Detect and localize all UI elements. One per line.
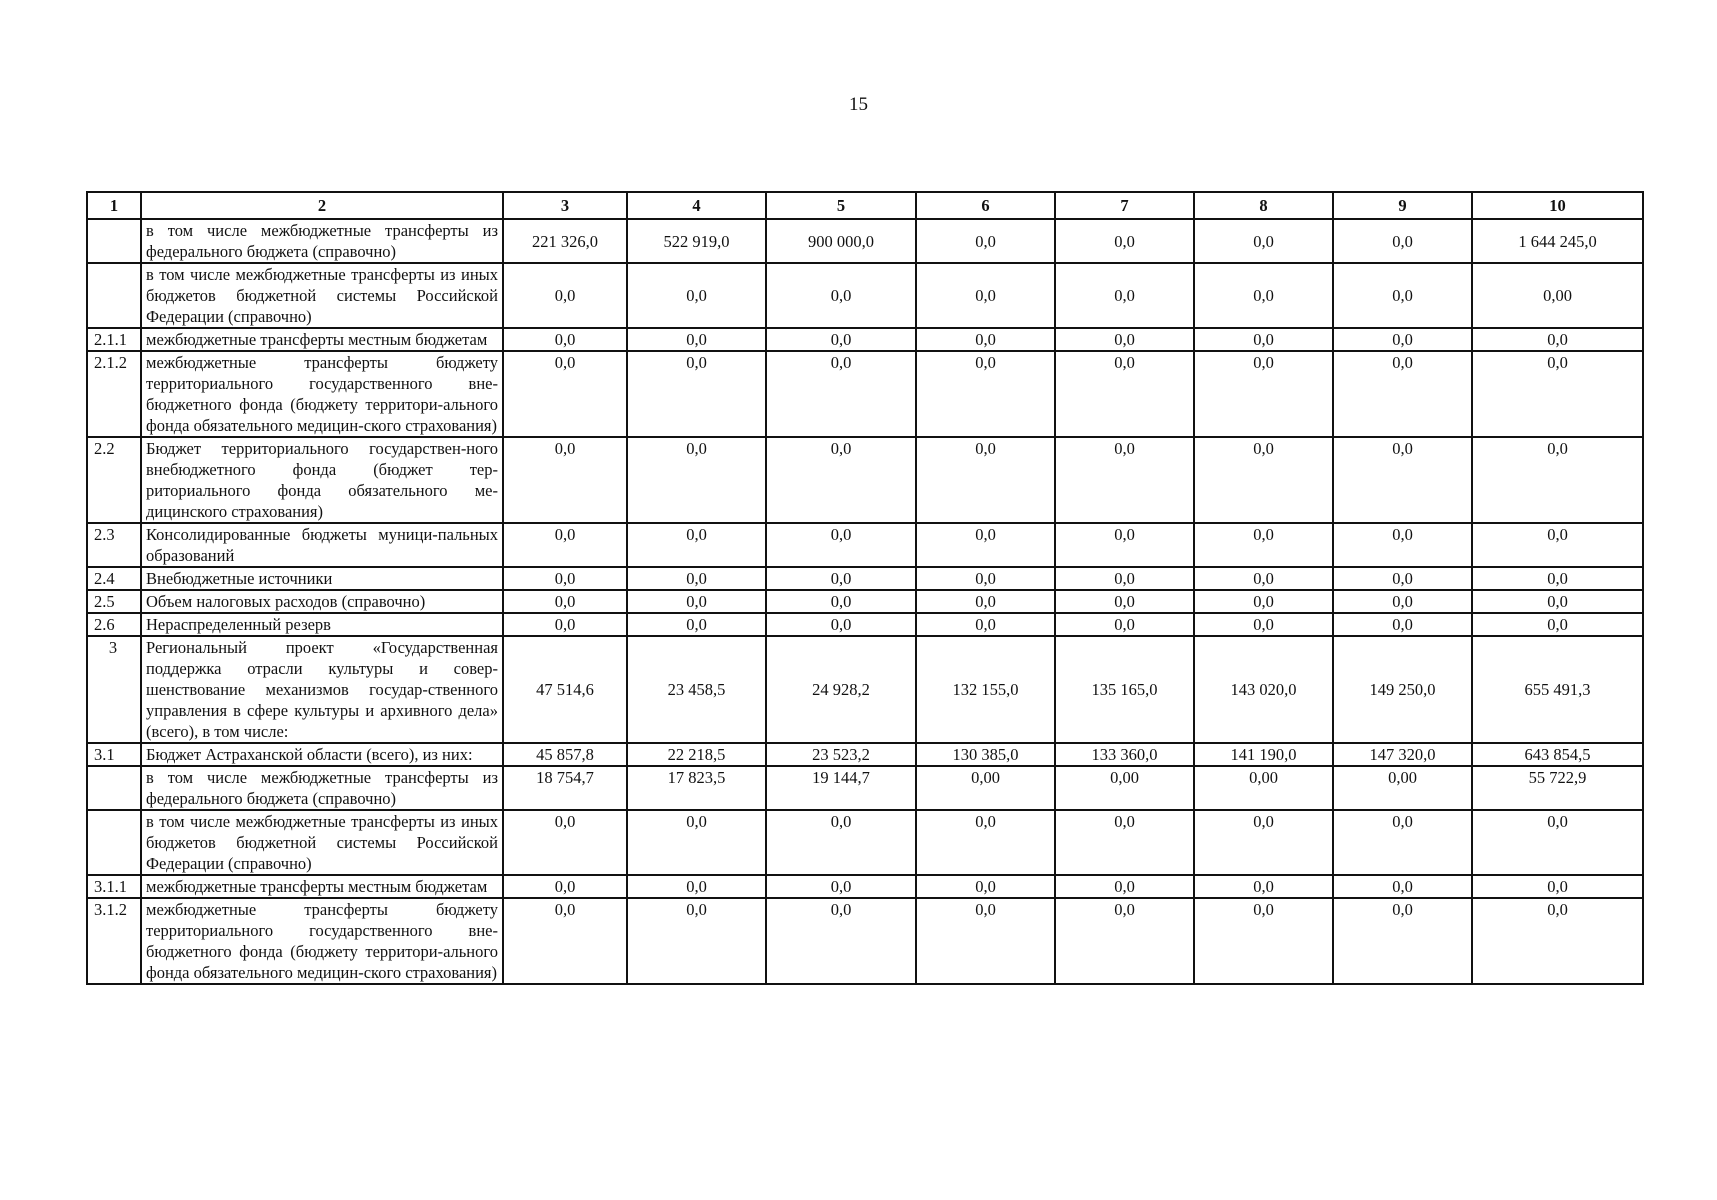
row-value: 0,0 [1055, 523, 1194, 567]
column-header: 5 [766, 192, 916, 219]
row-value: 0,0 [766, 328, 916, 351]
table-row [87, 219, 1643, 263]
table-row [87, 875, 1643, 898]
row-number: 2.1.1 [87, 328, 141, 351]
row-name: в том числе межбюджетные трансферты из федерального бюджета (справочно) [141, 766, 503, 810]
row-value: 0,0 [627, 263, 766, 328]
row-number: 2.6 [87, 613, 141, 636]
row-number: 3.1.2 [87, 898, 141, 984]
row-value: 0,0 [1333, 351, 1472, 437]
column-header: 10 [1472, 192, 1643, 219]
row-value: 0,0 [766, 523, 916, 567]
row-name: Внебюджетные источники [141, 567, 503, 590]
row-value: 0,0 [1333, 523, 1472, 567]
row-value: 0,0 [1333, 263, 1472, 328]
row-value: 0,0 [1194, 875, 1333, 898]
row-value: 0,0 [503, 351, 627, 437]
row-value: 0,0 [1194, 898, 1333, 984]
row-name: Нераспределенный резерв [141, 613, 503, 636]
row-value: 0,0 [1472, 328, 1643, 351]
row-value: 0,0 [1333, 437, 1472, 523]
row-value: 0,0 [1194, 590, 1333, 613]
row-value: 0,0 [1055, 351, 1194, 437]
row-value: 130 385,0 [916, 743, 1055, 766]
row-value: 0,0 [1194, 437, 1333, 523]
row-value: 0,0 [1194, 328, 1333, 351]
row-name: Консолидированные бюджеты муници-пальных образований [141, 523, 503, 567]
row-number: 3.1.1 [87, 875, 141, 898]
row-value: 55 722,9 [1472, 766, 1643, 810]
column-header: 4 [627, 192, 766, 219]
table-row [87, 590, 1643, 613]
row-value: 0,0 [1472, 613, 1643, 636]
column-header: 6 [916, 192, 1055, 219]
row-value: 0,0 [1333, 219, 1472, 263]
row-value: 0,0 [1333, 613, 1472, 636]
row-value: 0,0 [627, 437, 766, 523]
table-row [87, 263, 1643, 328]
row-value: 0,0 [766, 567, 916, 590]
row-name: в том числе межбюджетные трансферты из иных бюджетов бюджетной системы Российской Федерации (справочно) [141, 263, 503, 328]
row-number [87, 766, 141, 810]
row-value: 0,0 [766, 263, 916, 328]
row-value: 0,0 [1194, 523, 1333, 567]
row-value: 22 218,5 [627, 743, 766, 766]
row-value: 0,0 [766, 898, 916, 984]
page-number: 15 [849, 94, 868, 115]
table-row [87, 766, 1643, 810]
row-value: 0,0 [916, 875, 1055, 898]
row-value: 0,0 [627, 810, 766, 875]
row-name: Бюджет территориального государствен-ного внебюджетного фонда (бюджет тер-риториального фонда обязательного ме-дицинского страхования) [141, 437, 503, 523]
row-value: 0,0 [1333, 328, 1472, 351]
row-value: 17 823,5 [627, 766, 766, 810]
row-value: 0,0 [627, 898, 766, 984]
row-value: 0,0 [1333, 898, 1472, 984]
row-value: 0,0 [766, 613, 916, 636]
row-value: 141 190,0 [1194, 743, 1333, 766]
row-name: межбюджетные трансферты бюджету территориального государственного вне-бюджетного фонда (бюджету территори-ального фонда обязательного медицин-ского страхования) [141, 898, 503, 984]
row-value: 0,0 [1055, 437, 1194, 523]
row-value: 0,0 [1472, 875, 1643, 898]
row-value: 0,0 [1472, 898, 1643, 984]
row-value: 0,0 [503, 328, 627, 351]
row-value: 0,0 [916, 590, 1055, 613]
table-row [87, 898, 1643, 984]
row-number: 2.5 [87, 590, 141, 613]
row-value: 0,0 [766, 590, 916, 613]
row-value: 0,0 [1055, 810, 1194, 875]
row-value: 149 250,0 [1333, 636, 1472, 743]
row-value: 0,0 [627, 351, 766, 437]
row-value: 0,0 [916, 810, 1055, 875]
table-row [87, 437, 1643, 523]
table-header-row [87, 192, 1643, 219]
row-value: 0,0 [916, 898, 1055, 984]
row-value: 0,0 [1055, 613, 1194, 636]
row-value: 147 320,0 [1333, 743, 1472, 766]
row-value: 900 000,0 [766, 219, 916, 263]
row-value: 0,0 [1194, 810, 1333, 875]
row-value: 0,00 [1472, 263, 1643, 328]
row-value: 0,0 [916, 328, 1055, 351]
row-value: 0,0 [916, 613, 1055, 636]
budget-table [86, 191, 1644, 985]
row-value: 23 523,2 [766, 743, 916, 766]
row-value: 0,0 [627, 590, 766, 613]
row-value: 0,0 [503, 590, 627, 613]
row-name: межбюджетные трансферты местным бюджетам [141, 328, 503, 351]
table-row [87, 810, 1643, 875]
row-number [87, 810, 141, 875]
table-row [87, 743, 1643, 766]
table-row [87, 613, 1643, 636]
row-value: 0,0 [766, 875, 916, 898]
row-name: в том числе межбюджетные трансферты из иных бюджетов бюджетной системы Российской Федерации (справочно) [141, 810, 503, 875]
column-header: 8 [1194, 192, 1333, 219]
row-value: 0,0 [766, 437, 916, 523]
row-value: 0,0 [916, 567, 1055, 590]
row-number: 3.1 [87, 743, 141, 766]
row-value: 0,0 [1333, 810, 1472, 875]
row-value: 0,0 [503, 875, 627, 898]
row-value: 1 644 245,0 [1472, 219, 1643, 263]
row-value: 0,0 [503, 437, 627, 523]
row-number: 2.2 [87, 437, 141, 523]
row-value: 0,00 [1194, 766, 1333, 810]
row-value: 0,0 [1055, 898, 1194, 984]
row-value: 132 155,0 [916, 636, 1055, 743]
row-value: 24 928,2 [766, 636, 916, 743]
row-value: 0,0 [1472, 590, 1643, 613]
row-value: 0,0 [916, 219, 1055, 263]
table-row [87, 328, 1643, 351]
row-value: 0,0 [1472, 437, 1643, 523]
table-row [87, 636, 1643, 743]
column-header: 9 [1333, 192, 1472, 219]
row-value: 47 514,6 [503, 636, 627, 743]
row-value: 0,0 [766, 810, 916, 875]
row-value: 0,0 [1472, 351, 1643, 437]
row-value: 0,0 [1194, 219, 1333, 263]
column-header: 3 [503, 192, 627, 219]
row-value: 0,00 [1333, 766, 1472, 810]
row-name: Объем налоговых расходов (справочно) [141, 590, 503, 613]
row-value: 221 326,0 [503, 219, 627, 263]
row-name: в том числе межбюджетные трансферты из федерального бюджета (справочно) [141, 219, 503, 263]
row-value: 0,0 [1194, 567, 1333, 590]
row-value: 0,0 [916, 523, 1055, 567]
row-value: 19 144,7 [766, 766, 916, 810]
row-number [87, 219, 141, 263]
table-row [87, 351, 1643, 437]
row-value: 643 854,5 [1472, 743, 1643, 766]
row-name: межбюджетные трансферты местным бюджетам [141, 875, 503, 898]
row-value: 0,0 [627, 613, 766, 636]
column-header: 7 [1055, 192, 1194, 219]
row-value: 0,0 [1194, 263, 1333, 328]
column-header: 2 [141, 192, 503, 219]
row-number: 2.3 [87, 523, 141, 567]
row-value: 0,0 [627, 567, 766, 590]
row-value: 0,0 [1194, 351, 1333, 437]
table-row [87, 523, 1643, 567]
row-value: 0,0 [503, 810, 627, 875]
row-value: 0,0 [1333, 590, 1472, 613]
row-value: 0,0 [1472, 567, 1643, 590]
row-name: Региональный проект «Государственная поддержка отрасли культуры и совер-шенствование механизмов государ-ственного управления в сфере культуры и архивного дела» (всего), в том числе: [141, 636, 503, 743]
row-value: 133 360,0 [1055, 743, 1194, 766]
row-number: 2.4 [87, 567, 141, 590]
row-value: 143 020,0 [1194, 636, 1333, 743]
row-value: 0,0 [1055, 328, 1194, 351]
row-value: 0,0 [1194, 613, 1333, 636]
row-value: 0,00 [916, 766, 1055, 810]
row-value: 23 458,5 [627, 636, 766, 743]
row-number [87, 263, 141, 328]
row-value: 45 857,8 [503, 743, 627, 766]
row-value: 0,0 [766, 351, 916, 437]
row-value: 0,0 [1472, 810, 1643, 875]
row-value: 0,00 [1055, 766, 1194, 810]
row-value: 0,0 [503, 567, 627, 590]
row-value: 522 919,0 [627, 219, 766, 263]
column-header: 1 [87, 192, 141, 219]
row-value: 0,0 [1055, 263, 1194, 328]
row-number: 2.1.2 [87, 351, 141, 437]
row-value: 0,0 [1055, 590, 1194, 613]
row-number: 3 [87, 636, 141, 743]
row-value: 0,0 [503, 898, 627, 984]
row-value: 655 491,3 [1472, 636, 1643, 743]
row-name: межбюджетные трансферты бюджету территориального государственного вне-бюджетного фонда (бюджету территори-ального фонда обязательного медицин-ского страхования) [141, 351, 503, 437]
row-value: 0,0 [916, 263, 1055, 328]
row-value: 0,0 [1055, 567, 1194, 590]
row-value: 0,0 [1055, 219, 1194, 263]
row-value: 0,0 [627, 328, 766, 351]
row-value: 0,0 [627, 875, 766, 898]
row-value: 0,0 [1333, 567, 1472, 590]
row-value: 18 754,7 [503, 766, 627, 810]
row-value: 135 165,0 [1055, 636, 1194, 743]
row-value: 0,0 [1055, 875, 1194, 898]
row-value: 0,0 [503, 523, 627, 567]
row-value: 0,0 [627, 523, 766, 567]
row-value: 0,0 [503, 263, 627, 328]
row-name: Бюджет Астраханской области (всего), из них: [141, 743, 503, 766]
row-value: 0,0 [503, 613, 627, 636]
row-value: 0,0 [916, 437, 1055, 523]
row-value: 0,0 [916, 351, 1055, 437]
row-value: 0,0 [1333, 875, 1472, 898]
table-row [87, 567, 1643, 590]
row-value: 0,0 [1472, 523, 1643, 567]
